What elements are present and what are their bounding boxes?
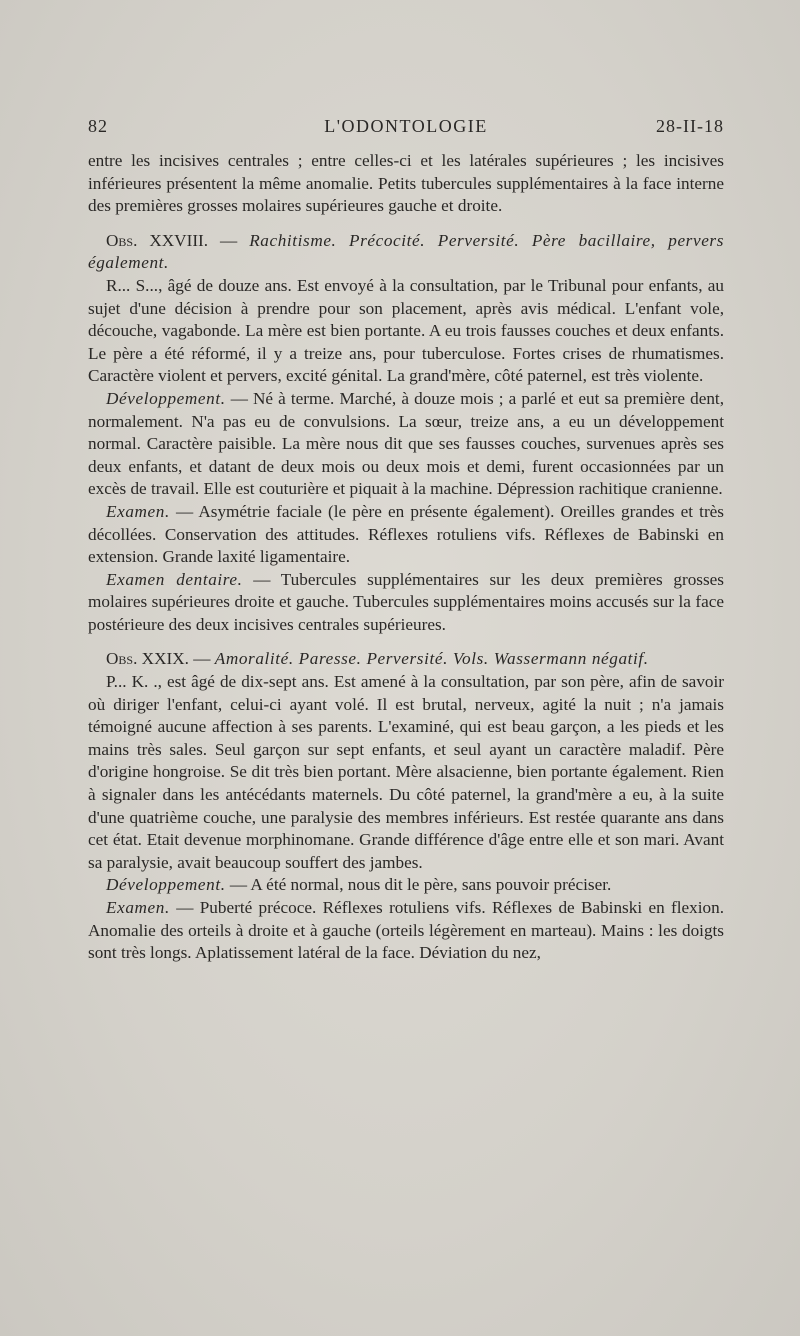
section-label: Examen dentaire. [106, 569, 243, 589]
observation-number: Obs. XXIX. [106, 649, 189, 669]
observation-heading [88, 648, 724, 671]
dash: — [188, 649, 215, 669]
observation-summary: Rachitisme. Précocité. Perversité. Père bacillaire, pervers également. [88, 230, 724, 273]
paragraph [88, 874, 724, 897]
paragraph [88, 569, 724, 637]
section-label: Développement. [106, 388, 226, 408]
paragraph [88, 501, 724, 569]
paragraph-text: R... S..., âgé de douze ans. Est envoyé à la consultation, par le Tribunal pour enfants, au sujet d'une décision à prendre pour son placement, après avis médical. L'enfant vole, découche, vagabonde. La mère est bien portante. A eu trois fausses couches et deux enfants. Le père a été réformé, il y a treize ans, pour tuberculose. Fortes crises de rhumatismes. Caractère violent et pervers, excité génital. La grand'mère, côté paternel, est très violente. [88, 275, 724, 386]
dash: — [208, 230, 250, 250]
paragraph-text: — Tubercules supplémentaires sur les deux premières grosses molaires supérieures droite et gauche. Tubercules supplémentaires moins accusés sur la face postérieure des deux incisives centrales supérieures. [88, 569, 724, 634]
paragraph-text: — Né à terme. Marché, à douze mois ; a parlé et eut sa première dent, normalement. N'a pas eu de convulsions. La sœur, treize ans, a eu un développement normal. Caractère paisible. La mère nous dit que ses fausses couches, survenues après ses deux enfants, et datant de deux mois ou deux mois et demi, furent occasionnées par un excès de travail. Elle est couturière et piquait à la machine. Dépression rachitique cranienne. [88, 388, 724, 499]
section-label: Développement. [106, 875, 226, 895]
paragraph [88, 150, 724, 218]
observation-number: Obs. XXVIII. [106, 230, 209, 250]
running-header [88, 116, 724, 140]
article-body [88, 150, 724, 965]
paragraph-text: entre les incisives centrales ; entre celles-ci et les latérales supérieures ; les incisives inférieures présentent la même anomalie. Petits tubercules supplémentaires à la face interne des premières grosses molaires supérieures gauche et droite. [88, 151, 724, 216]
paragraph [88, 388, 724, 501]
section-label: Examen. [106, 898, 170, 917]
paragraph [88, 897, 724, 965]
page-number: 82 [88, 116, 108, 136]
paragraph [88, 671, 724, 874]
paragraph-text: — Puberté précoce. Réflexes rotuliens vifs. Réflexes de Babinski en flexion. Anomalie des orteils à droite et à gauche (orteils légèrement en marteau). Mains : les doigts sont très longs. Aplatissement latéral de la face. Déviation du nez, [88, 898, 724, 963]
paragraph-text: P... K. ., est âgé de dix-sept ans. Est amené à la consultation, par son père, afin de savoir où diriger l'enfant, celui-ci ayant volé. Il est brutal, nerveux, agité la nuit ; n'a jamais témoigné aucune affection à ses parents. L'examiné, qui est beau garçon, a les pieds et les mains très sales. Seul garçon sur sept enfants, et seul ayant un caractère maladif. Père d'origine hongroise. Se dit très bien portant. Mère alsacienne, bien portante également. Rien à signaler dans les antécédants maternels. Du côté paternel, la grand'mère a eu, à la suite d'une quatrième couche, une paralysie des membres inférieurs. Est restée quarante ans dans cet état. Etait devenue morphinomane. Grande différence d'âge entre elle et son mari. Avant sa paralysie, avait beaucoup souffert des jambes. [88, 672, 724, 872]
issue-date: 28-II-18 [656, 116, 724, 136]
observation-summary: Amoralité. Paresse. Perversité. Vols. Wassermann négatif. [214, 649, 649, 669]
section-label: Examen. [106, 501, 170, 521]
paragraph [88, 275, 724, 388]
paragraph-text: — Asymétrie faciale (le père en présente également). Oreilles grandes et très décollées. Conservation des attitudes. Réflexes rotuliens vifs. Réflexes de Babinski en extension. Grande laxité ligamentaire. [88, 501, 724, 567]
journal-title: L'ODONTOLOGIE [324, 116, 488, 136]
paragraph-text: — A été normal, nous dit le père, sans pouvoir préciser. [225, 875, 612, 895]
observation-heading [88, 230, 724, 275]
